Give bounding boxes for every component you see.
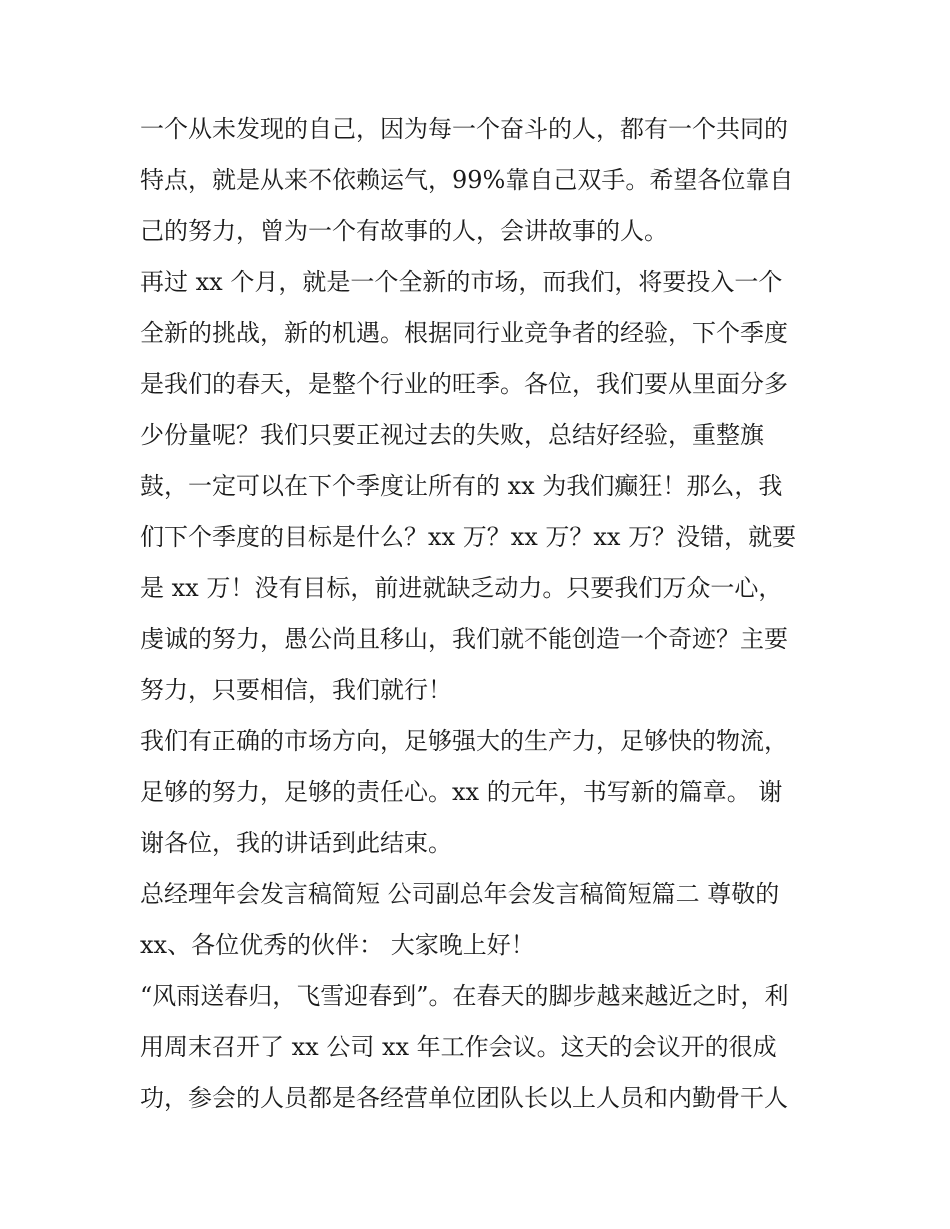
text-line: 是 xx 万！没有目标，前进就缺乏动力。只要我们万众一心， (140, 574, 783, 602)
text-line: 特点，就是从来不依赖运气，99%靠自己双手。希望各位靠自 (140, 166, 794, 194)
text-line: 虔诚的努力，愚公尚且移山，我们就不能创造一个奇迹？主要 (140, 625, 788, 653)
text-line: 全新的挑战，新的机遇。根据同行业竞争者的经验，下个季度 (140, 319, 788, 347)
document-body (140, 104, 820, 1124)
text-line: 功，参会的人员都是各经营单位团队长以上人员和内勤骨干人 (140, 1084, 788, 1112)
text-line: 们下个季度的目标是什么？xx 万？xx 万？xx 万？没错，就要 (140, 523, 797, 551)
text-line: 己的努力，曾为一个有故事的人，会讲故事的人。 (140, 217, 668, 245)
text-line: 是我们的春天，是整个行业的旺季。各位，我们要从里面分多 (140, 370, 788, 398)
text-line: 鼓，一定可以在下个季度让所有的 xx 为我们癫狂！那么，我 (140, 472, 783, 500)
text-line: 我们有正确的市场方向，足够强大的生产力，足够快的物流， (140, 727, 788, 755)
text-line: xx、各位优秀的伙伴： 大家晚上好！ (140, 931, 535, 959)
text-line: 用周末召开了 xx 公司 xx 年工作会议。这天的会议开的很成 (140, 1033, 777, 1061)
text-line: 再过 xx 个月，就是一个全新的市场，而我们，将要投入一个 (140, 268, 783, 296)
text-line: 努力，只要相信，我们就行！ (140, 676, 452, 704)
text-line: 谢各位，我的讲话到此结束。 (140, 829, 452, 857)
text-line: 少份量呢？我们只要正视过去的失败，总结好经验，重整旗 (140, 421, 764, 449)
text-line: “风雨送春归，飞雪迎春到”。在春天的脚步越来越近之时，利 (140, 982, 789, 1010)
text-line: 足够的努力，足够的责任心。xx 的元年，书写新的篇章。 谢 (140, 778, 783, 806)
text-line: 总经理年会发言稿简短 公司副总年会发言稿简短篇二 尊敬的 (140, 880, 780, 908)
text-line: 一个从未发现的自己，因为每一个奋斗的人，都有一个共同的 (140, 115, 788, 143)
